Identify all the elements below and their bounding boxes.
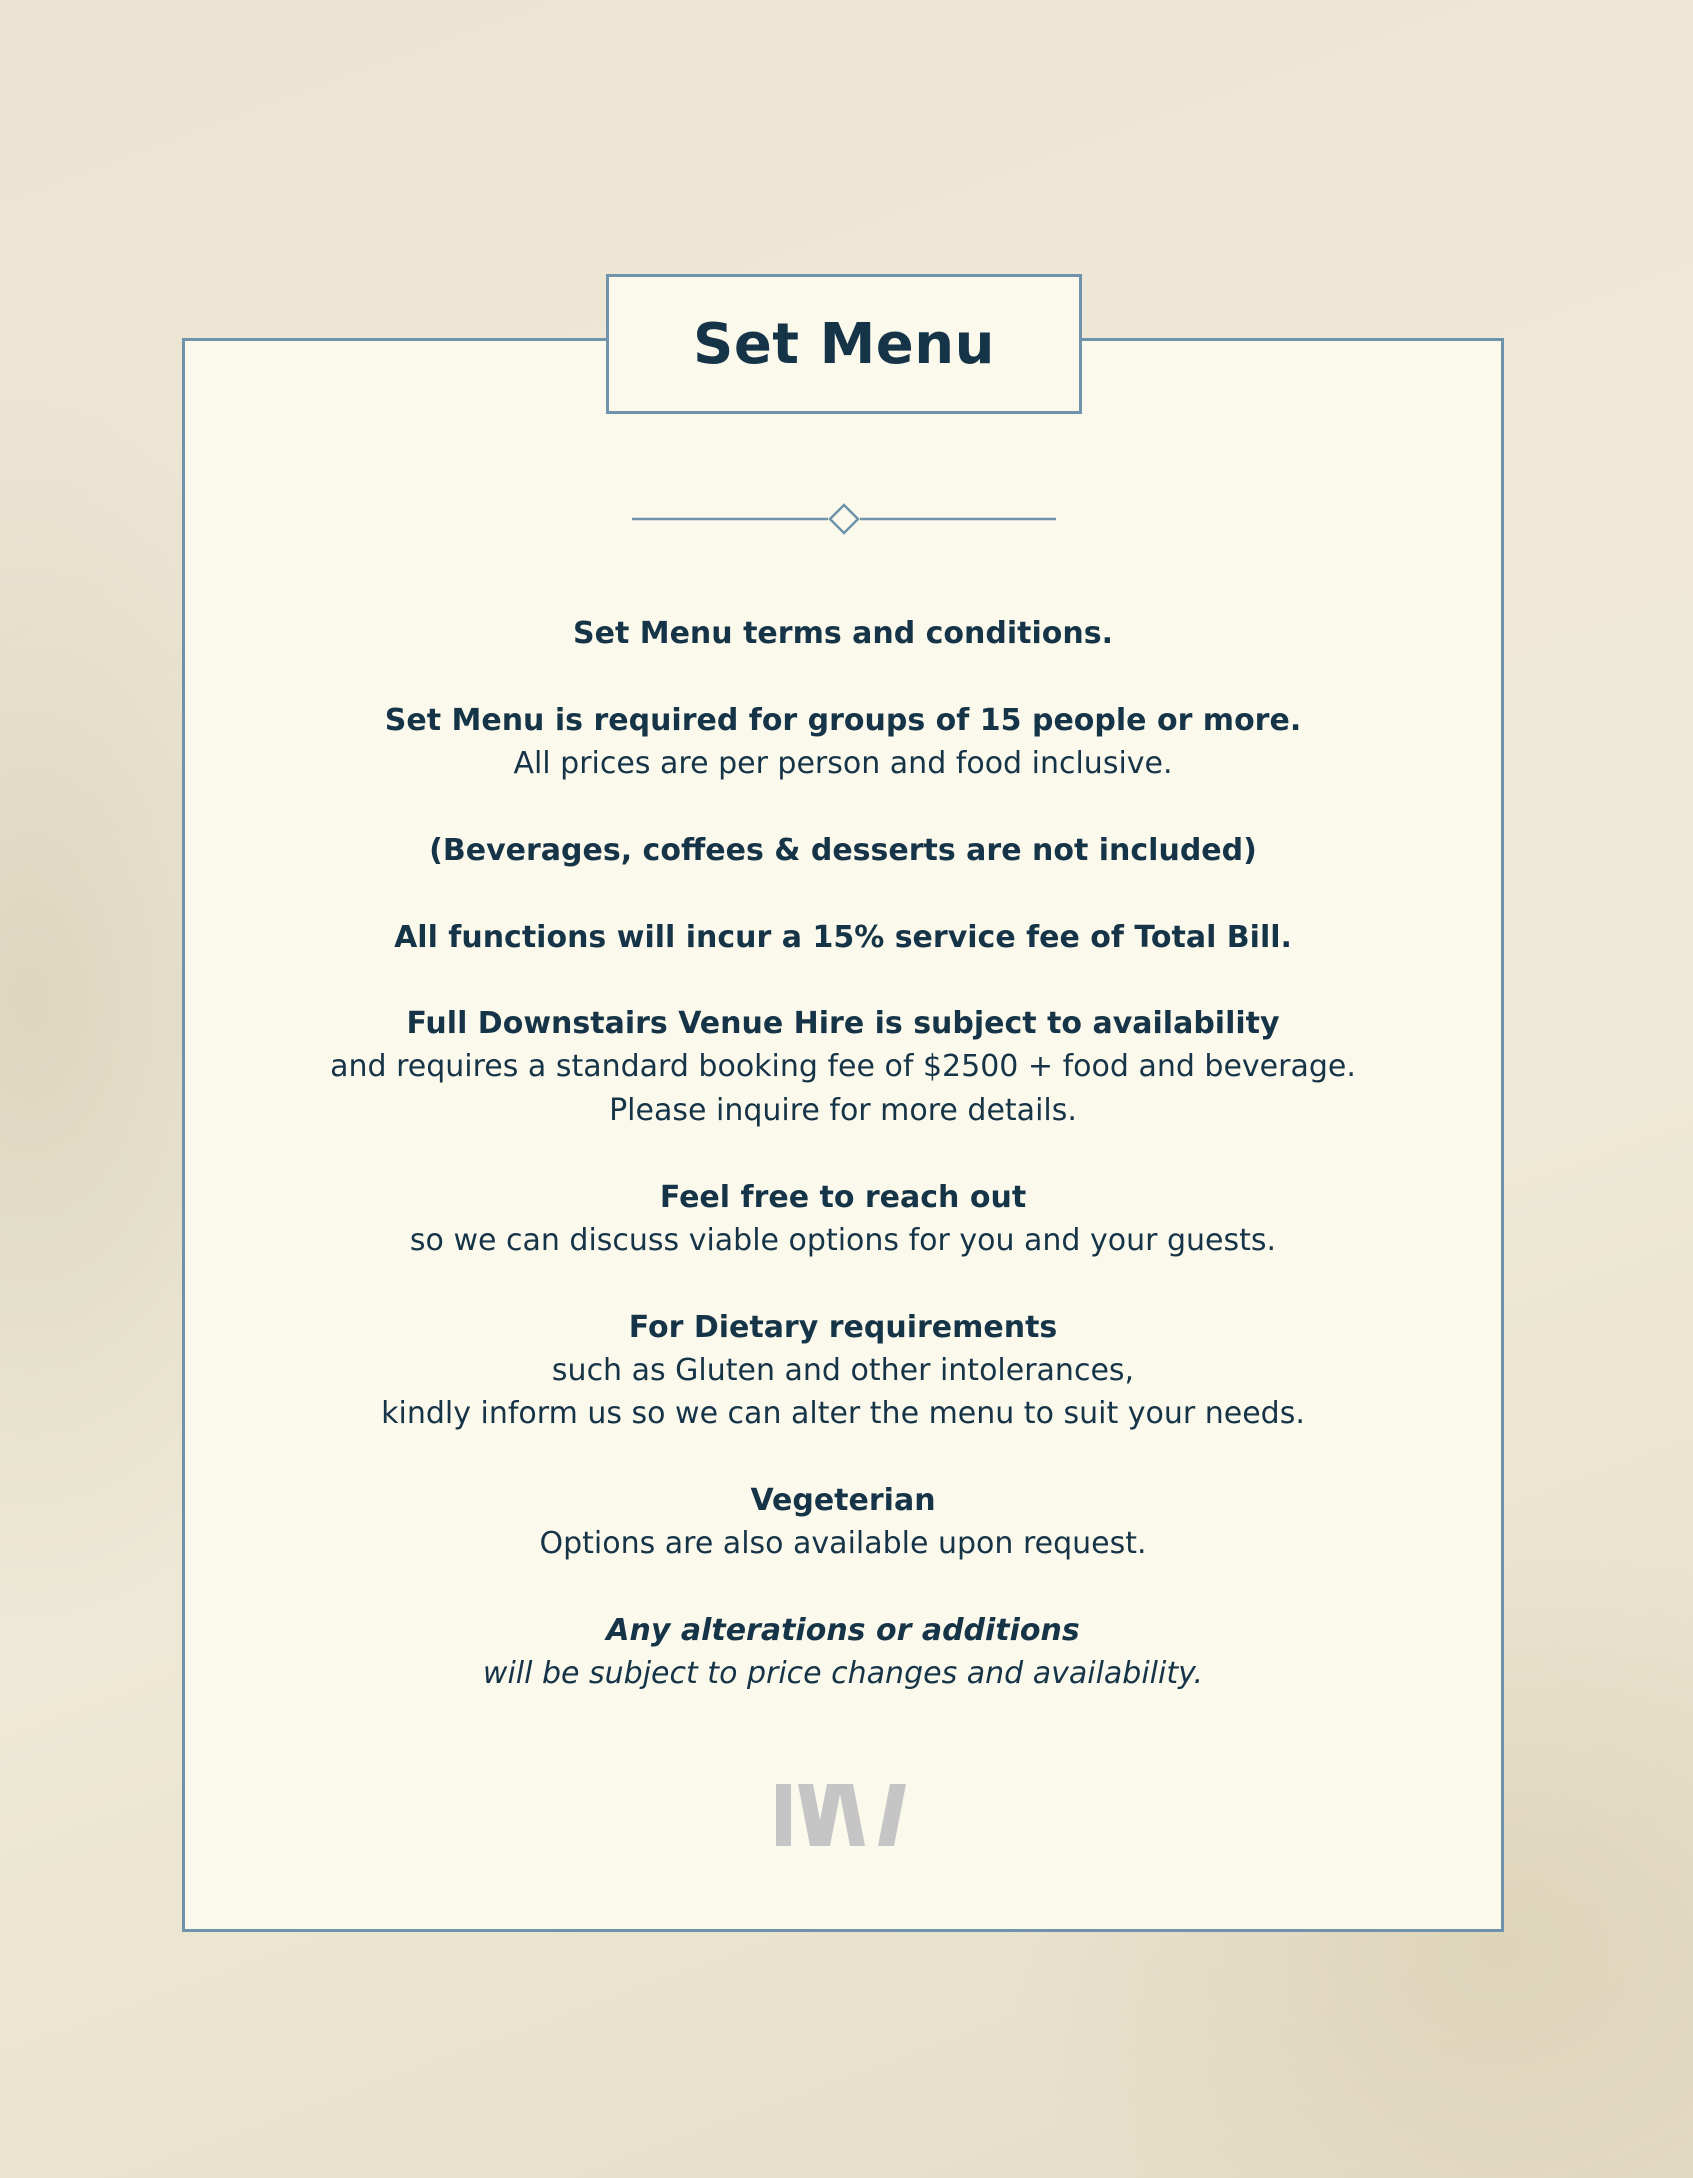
- logo-w-stroke-3: [838, 1784, 865, 1846]
- groups-text: Set Menu is required for groups of 15 people or more.: [384, 703, 1302, 738]
- vegetarian-text: Options are also available upon request.: [539, 1526, 1147, 1561]
- alterations-heading: Any alterations or additions: [606, 1613, 1080, 1648]
- reach-text: so we can discuss viable options for you and your guests.: [409, 1223, 1277, 1258]
- logo-i-bar: [776, 1784, 791, 1846]
- iw-logo: [772, 1782, 912, 1848]
- dietary-heading: For Dietary requirements: [628, 1310, 1058, 1345]
- venue-heading: Full Downstairs Venue Hire is subject to availability: [406, 1006, 1280, 1041]
- title-box: [606, 274, 1082, 414]
- venue-inquire-text: Please inquire for more details.: [609, 1093, 1077, 1128]
- page-title: Set Menu: [692, 311, 996, 377]
- prices-text: All prices are per person and food inclusive.: [513, 746, 1173, 781]
- dietary-text-1: such as Gluten and other intolerances,: [551, 1353, 1135, 1388]
- logo-w-stroke-4: [878, 1784, 906, 1846]
- diamond-icon: [830, 505, 858, 533]
- logo-w-stroke-2: [815, 1784, 842, 1846]
- terms-heading: Set Menu terms and conditions.: [572, 616, 1113, 651]
- diamond-divider: [632, 502, 1056, 536]
- vegetarian-heading: Vegeterian: [750, 1483, 936, 1518]
- alterations-text: will be subject to price changes and availability.: [482, 1656, 1204, 1691]
- venue-fee-text: and requires a standard booking fee of $2500 + food and beverage.: [330, 1049, 1356, 1084]
- dietary-text-2: kindly inform us so we can alter the menu to suit your needs.: [381, 1396, 1305, 1431]
- reach-heading: Feel free to reach out: [659, 1180, 1027, 1215]
- service-fee-text: All functions will incur a 15% service fee of Total Bill.: [394, 920, 1292, 955]
- beverages-text: (Beverages, coffees & desserts are not included): [429, 833, 1257, 868]
